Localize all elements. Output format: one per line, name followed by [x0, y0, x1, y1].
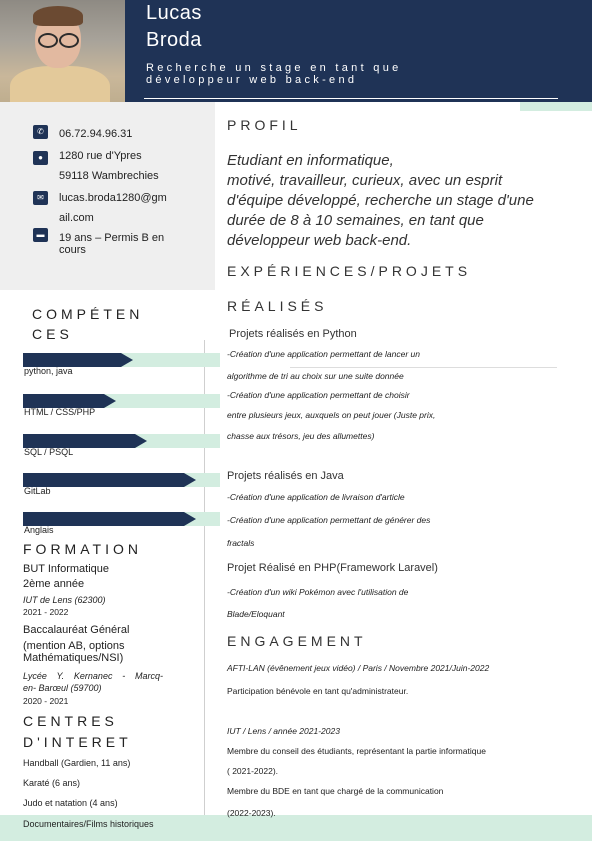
skills-title-1: COMPÉTEN [32, 306, 144, 322]
exp-python-heading: Projets réalisés en Python [229, 328, 357, 340]
engagement-2-context: IUT / Lens / année 2021-2023 [227, 726, 340, 736]
last-name: Broda [146, 29, 202, 51]
contact-info-2: cours [59, 244, 86, 256]
formation-1-years: 2021 - 2022 [23, 607, 69, 617]
engagement-1-context: AFTI-LAN (évênement jeux vidéo) / Paris / Novembre 2021/Juin-2022 [227, 663, 490, 673]
exp-java-heading: Projets réalisés en Java [227, 470, 344, 482]
subtitle [146, 62, 566, 86]
profil-line-3: d'équipe développé, recherche un stage d'une [227, 192, 534, 209]
exp-separator [290, 367, 557, 368]
profil-line-4: durée de 8 à 10 semaines, en tant que [227, 212, 484, 229]
experiences-title-1: EXPÉRIENCES/PROJETS [227, 263, 472, 279]
exp-java-line-1: -Création d'une application de livraison d'article [227, 492, 405, 502]
skill-level-bar [23, 512, 196, 526]
accent-bar-top [520, 102, 592, 111]
engagement-2-line-4: (2022-2023). [227, 808, 276, 818]
interest-3: Judo et natation (4 ans) [23, 798, 118, 808]
photo-body [10, 66, 110, 102]
engagement-2-line-3: Membre du BDE en tant que chargé de la communication [227, 786, 444, 796]
photo-glasses [38, 33, 78, 45]
formation-2-school-2: en- Barœul (59700) [23, 683, 102, 693]
location-icon: ● [33, 151, 48, 165]
phone-icon: ✆ [33, 125, 48, 139]
skills-title-2: CES [32, 326, 73, 342]
skill-label: SQL / PSQL [24, 447, 74, 457]
exp-php-heading: Projet Réalisé en PHP(Framework Laravel) [227, 562, 438, 574]
exp-python-line-4: entre plusieurs jeux, auxquels on peut jouer (Juste prix, [227, 410, 436, 420]
exp-python-line-2: algorithme de tri au choix sur une suite donnée [227, 371, 404, 381]
profil-line-1: Etudiant en informatique, [227, 152, 394, 169]
column-divider [204, 340, 205, 830]
formation-1-line-2: 2ème année [23, 578, 85, 590]
experiences-title-2: RÉALISÉS [227, 298, 328, 314]
header-divider [144, 98, 558, 99]
exp-java-line-3: fractals [227, 538, 255, 548]
skill-label: python, java [24, 366, 73, 376]
first-name: Lucas [146, 2, 202, 24]
subtitle-line-1: Recherche un stage en tant que [146, 62, 402, 74]
contact-address-2: 59118 Wambrechies [59, 170, 159, 182]
mail-icon: ✉ [33, 191, 48, 205]
photo-hair [33, 6, 83, 26]
engagement-title: ENGAGEMENT [227, 633, 367, 649]
skill-level-bar [23, 394, 116, 408]
engagement-1-line-1: Participation bénévole en tant qu'administrateur. [227, 686, 409, 696]
skill-level-bar [23, 434, 147, 448]
skill-label: GitLab [24, 486, 51, 496]
subtitle-line-2: développeur web back-end [146, 74, 358, 86]
contact-info-1: 19 ans – Permis B en [59, 232, 165, 244]
profil-line-2: motivé, travailleur, curieux, avec un esprit [227, 172, 503, 189]
exp-python-line-1: -Création d'une application permettant de lancer un [227, 349, 420, 359]
interests-title-1: CENTRES [23, 713, 118, 729]
interests-title-2: D'INTERET [23, 734, 132, 750]
contact-email-1: lucas.broda1280@gm [59, 192, 167, 204]
formation-title: FORMATION [23, 541, 142, 557]
profil-line-5: développeur web back-end. [227, 232, 412, 249]
engagement-2-line-2: ( 2021-2022). [227, 766, 279, 776]
formation-1-line-1: BUT Informatique [23, 563, 110, 575]
skill-level-bar [23, 473, 196, 487]
profil-text [227, 151, 572, 251]
interest-4: Documentaires/Films historiques [23, 819, 154, 829]
exp-java-line-2: -Création d'une application permettant de générer des [227, 515, 431, 525]
profile-photo [0, 0, 125, 102]
contact-phone: 06.72.94.96.31 [59, 128, 133, 140]
exp-python-line-3: -Création d'une application permettant de choisir [227, 390, 410, 400]
exp-python-line-5: chasse aux trésors, jeu des allumettes) [227, 431, 375, 441]
interest-1: Handball (Gardien, 11 ans) [23, 758, 131, 768]
skill-label: HTML / CSS/PHP [24, 407, 96, 417]
exp-php-line-1: -Création d'un wiki Pokémon avec l'utilisation de [227, 587, 409, 597]
formation-2-line-2: (mention AB, options [23, 640, 125, 652]
interest-2: Karaté (6 ans) [23, 778, 81, 788]
contact-address-1: 1280 rue d'Ypres [59, 150, 142, 162]
skill-label: Anglais [24, 525, 54, 535]
contact-email-2: ail.com [59, 212, 94, 224]
chat-icon: ▬ [33, 228, 48, 242]
formation-2-school-1: Lycée Y. Kernanec - Marcq- [23, 671, 163, 681]
formation-2-years: 2020 - 2021 [23, 696, 69, 706]
formation-1-school: IUT de Lens (62300) [23, 595, 106, 605]
profil-title: PROFIL [227, 117, 302, 133]
engagement-2-line-1: Membre du conseil des étudiants, représentant la partie informatique [227, 746, 486, 756]
formation-2-line-3: Mathématiques/NSI) [23, 652, 124, 664]
formation-2-line-1: Baccalauréat Général [23, 624, 130, 636]
exp-php-line-2: Blade/Eloquant [227, 609, 285, 619]
skill-level-bar [23, 353, 133, 367]
